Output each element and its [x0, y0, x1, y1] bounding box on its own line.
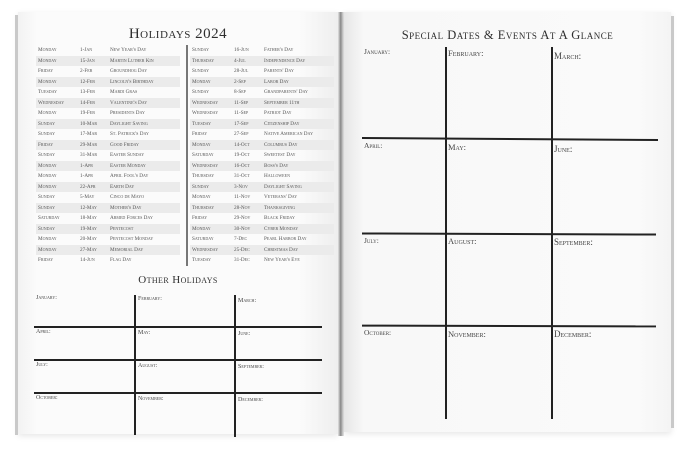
holiday-date: 20-May	[80, 236, 97, 242]
month-label-may: May:	[138, 330, 151, 336]
holiday-row	[190, 66, 334, 77]
holiday-weekday: Monday	[38, 78, 57, 85]
holiday-date: 29-Mar	[80, 141, 98, 148]
holiday-row	[36, 66, 180, 77]
month-label-august: August:	[138, 363, 158, 369]
grid-divider	[34, 359, 322, 361]
holiday-weekday: Sunday	[192, 89, 209, 95]
holiday-date: 15-Jan	[80, 57, 95, 64]
holiday-row	[190, 140, 334, 151]
holiday-date: 31-Mar	[80, 152, 98, 158]
holiday-date: 25-Dec	[234, 246, 250, 253]
holiday-weekday: Monday	[38, 246, 57, 253]
holiday-weekday: Wednesday	[38, 99, 65, 106]
holiday-row	[36, 56, 180, 67]
grid-divider	[362, 325, 656, 328]
holiday-row	[36, 119, 180, 130]
month-label-october: October:	[364, 328, 392, 337]
holiday-row	[190, 213, 334, 224]
holiday-weekday: Sunday	[38, 152, 55, 158]
holiday-date: 5-May	[80, 194, 95, 200]
month-label-april: April:	[364, 141, 383, 150]
holiday-name: Pentecost	[110, 225, 134, 232]
holiday-date: 28-Nov	[234, 204, 251, 211]
holiday-name: New Year's Eve	[264, 257, 300, 263]
holiday-date: 11-Sep	[234, 99, 249, 106]
other-holidays-title: Other Holidays	[138, 274, 218, 286]
holiday-date: 19-Feb	[80, 110, 95, 116]
holiday-row	[36, 234, 180, 245]
grid-divider	[234, 295, 236, 437]
month-label-november: November:	[448, 329, 486, 339]
holiday-weekday: Monday	[38, 110, 57, 116]
month-label-august: August:	[448, 236, 477, 246]
holiday-name: Sweetest Day	[264, 152, 296, 158]
holiday-date: 14-Feb	[80, 99, 95, 106]
holiday-row	[36, 87, 180, 98]
holiday-date: 17-Mar	[80, 131, 98, 137]
holiday-name: Armed Forces Day	[110, 215, 153, 221]
holiday-name: Good Friday	[110, 141, 139, 148]
holiday-row	[36, 192, 180, 203]
holiday-weekday: Thursday	[192, 204, 215, 211]
holiday-date: 1-Apr	[80, 173, 93, 179]
holiday-name: Mardi Gras	[110, 89, 138, 95]
holiday-name: Citizenship Day	[264, 120, 300, 127]
holiday-row	[190, 108, 334, 119]
holiday-date: 12-Feb	[80, 78, 95, 85]
month-label-october: October:	[36, 395, 58, 401]
holiday-date: 7-Dec	[234, 236, 248, 242]
holiday-weekday: Tuesday	[192, 257, 212, 263]
holiday-weekday: Monday	[192, 194, 211, 200]
holiday-date: 8-Sep	[234, 89, 246, 95]
month-label-january: January:	[364, 47, 391, 56]
holiday-row	[36, 140, 180, 151]
holiday-date: 30-Nov	[234, 225, 251, 232]
holiday-name: Daylight Saving	[110, 120, 148, 127]
holiday-name: Groundhog Day	[110, 68, 148, 74]
holiday-weekday: Sunday	[38, 225, 55, 232]
holiday-name: Memorial Day	[110, 246, 144, 253]
holiday-weekday: Tuesday	[38, 89, 58, 95]
holiday-row	[190, 161, 334, 172]
holiday-row	[36, 161, 180, 172]
holiday-weekday: Monday	[38, 236, 57, 242]
month-label-september: September:	[238, 364, 264, 370]
holidays-list-col2	[186, 45, 334, 266]
holiday-row	[36, 171, 180, 182]
holiday-row	[190, 182, 334, 193]
holiday-date: 19-Oct	[234, 152, 250, 158]
holiday-date: 4-Jul	[234, 57, 246, 64]
holiday-row	[190, 98, 334, 109]
holiday-weekday: Monday	[192, 225, 211, 232]
grid-divider	[134, 295, 136, 435]
holiday-row	[190, 224, 334, 235]
holiday-row	[36, 224, 180, 235]
holiday-name: Pearl Harbor Day	[264, 236, 307, 242]
holiday-weekday: Friday	[38, 257, 54, 263]
holiday-weekday: Wednesday	[192, 246, 219, 253]
holiday-name: Easter Sunday	[110, 152, 145, 158]
month-label-january: January:	[36, 295, 57, 301]
holiday-name: Easter Monday	[110, 162, 146, 169]
holiday-weekday: Monday	[192, 141, 211, 148]
holiday-date: 1-Jan	[80, 47, 93, 53]
holiday-weekday: Wednesday	[192, 110, 219, 116]
holiday-name: Thanksgiving	[264, 204, 296, 211]
month-label-december: December:	[238, 397, 263, 403]
holiday-row	[36, 129, 180, 140]
month-label-september: September:	[554, 237, 593, 247]
holiday-weekday: Monday	[192, 78, 211, 85]
holiday-row	[190, 119, 334, 130]
holiday-weekday: Friday	[192, 131, 208, 137]
holiday-weekday: Thursday	[192, 173, 215, 179]
holiday-name: Lincoln's Birthday	[110, 78, 154, 85]
holiday-weekday: Monday	[38, 57, 57, 64]
holiday-name: Valentine's Day	[110, 99, 148, 106]
grid-divider	[34, 392, 322, 394]
holiday-name: Christmas Day	[264, 246, 299, 253]
holiday-row	[190, 87, 334, 98]
holiday-date: 2-Feb	[80, 68, 93, 74]
holiday-date: 27-May	[80, 246, 97, 253]
holiday-row	[190, 245, 334, 256]
month-label-july: July:	[36, 362, 48, 368]
holiday-name: Pentecost Monday	[110, 236, 154, 242]
holiday-name: Earth Day	[110, 183, 135, 190]
holiday-name: Flag Day	[110, 257, 132, 263]
holiday-weekday: Wednesday	[192, 162, 219, 169]
holiday-row	[190, 56, 334, 67]
holiday-name: Martin Luther Kin	[110, 57, 154, 64]
month-label-december: December:	[554, 329, 592, 339]
holiday-name: Independence Day	[264, 57, 306, 64]
holiday-date: 16-Jun	[234, 47, 249, 53]
left-page	[18, 12, 338, 434]
holiday-name: Daylight Saving	[264, 183, 302, 190]
holiday-date: 13-Feb	[80, 89, 95, 95]
holiday-date: 12-May	[80, 204, 97, 211]
holiday-date: 14-Oct	[234, 141, 250, 148]
holiday-date: 11-Nov	[234, 194, 251, 200]
holiday-weekday: Sunday	[38, 131, 55, 137]
holiday-row	[36, 45, 180, 56]
holiday-name: September 11th	[264, 99, 300, 106]
holiday-row	[36, 150, 180, 161]
holiday-row	[190, 77, 334, 88]
holiday-date: 17-Sep	[234, 120, 249, 127]
holiday-weekday: Sunday	[38, 204, 55, 211]
holiday-name: Grandparents' Day	[264, 89, 308, 95]
holiday-date: 2-Sep	[234, 78, 246, 85]
holiday-weekday: Monday	[38, 183, 57, 190]
month-label-july: July:	[364, 236, 379, 245]
holiday-weekday: Saturday	[38, 215, 60, 221]
holiday-row	[36, 245, 180, 256]
holiday-weekday: Monday	[38, 47, 57, 53]
holiday-date: 1-Apr	[80, 162, 93, 169]
holiday-weekday: Friday	[192, 215, 208, 221]
holiday-weekday: Tuesday	[192, 120, 212, 127]
holiday-name: Native American Day	[264, 131, 313, 137]
holiday-date: 28-Jul	[234, 68, 249, 74]
holiday-row	[190, 129, 334, 140]
holiday-date: 10-Mar	[80, 120, 98, 127]
holiday-date: 22-Apr	[80, 183, 96, 190]
holiday-weekday: Wednesday	[192, 99, 219, 106]
right-page	[344, 12, 671, 432]
holiday-weekday: Saturday	[192, 236, 214, 242]
holiday-name: Mother's Day	[110, 204, 142, 211]
month-label-february: February:	[138, 296, 162, 302]
holiday-weekday: Sunday	[38, 120, 55, 127]
holiday-row	[36, 98, 180, 109]
holiday-row	[190, 45, 334, 56]
month-label-february: February:	[448, 48, 484, 58]
holiday-date: 3-Nov	[234, 183, 248, 190]
holiday-row	[190, 171, 334, 182]
holiday-name: April Fool's Day	[110, 173, 149, 179]
holiday-date: 29-Nov	[234, 215, 251, 221]
holiday-weekday: Sunday	[192, 68, 209, 74]
holiday-name: Columbus Day	[264, 141, 298, 148]
holiday-name: Boss's Day	[264, 162, 289, 169]
holiday-name: St. Patrick's Day	[110, 131, 149, 137]
holidays-title: Holidays 2024	[128, 26, 228, 42]
holiday-name: Labor Day	[264, 78, 289, 85]
holiday-date: 31-Oct	[234, 173, 250, 179]
holiday-name: Father's Day	[264, 47, 294, 53]
holiday-weekday: Thursday	[192, 57, 215, 64]
holiday-row	[190, 255, 334, 266]
holiday-name: Parents' Day	[264, 68, 294, 74]
holiday-weekday: Friday	[38, 68, 54, 74]
grid-divider	[362, 137, 658, 141]
holiday-date: 16-Oct	[234, 162, 250, 169]
holiday-weekday: Friday	[38, 141, 54, 148]
holiday-date: 31-Dec	[234, 257, 250, 263]
holiday-weekday: Monday	[38, 162, 57, 169]
holiday-row	[190, 234, 334, 245]
month-label-june: June:	[238, 331, 251, 337]
holiday-row	[190, 203, 334, 214]
holiday-name: Black Friday	[264, 215, 295, 221]
holiday-row	[190, 150, 334, 161]
month-label-march: March:	[554, 51, 582, 61]
holiday-name: Patriot Day	[264, 110, 292, 116]
holiday-name: Presidents Day	[110, 110, 145, 116]
holiday-row	[36, 182, 180, 193]
holiday-weekday: Monday	[38, 173, 57, 179]
holiday-weekday: Sunday	[192, 47, 209, 53]
holiday-name: Cinco de Mayo	[110, 194, 145, 200]
holiday-date: 19-May	[80, 225, 97, 232]
holiday-row	[190, 192, 334, 203]
month-label-may: May:	[448, 142, 467, 152]
month-label-april: April:	[36, 329, 51, 335]
month-label-november: November:	[138, 396, 164, 402]
holiday-date: 14-Jun	[80, 257, 95, 263]
month-label-june: June:	[554, 144, 573, 154]
holidays-list-col1	[36, 45, 180, 266]
special-dates-title: Special Dates & Events At A Glance	[401, 28, 614, 42]
grid-divider	[34, 326, 322, 328]
holiday-date: 18-May	[80, 215, 97, 221]
holiday-name: New Year's Day	[110, 47, 147, 53]
grid-divider	[362, 232, 656, 235]
holiday-row	[36, 213, 180, 224]
holiday-weekday: Sunday	[38, 194, 55, 200]
holiday-row	[36, 203, 180, 214]
holiday-row	[36, 255, 180, 266]
holiday-name: Halloween	[264, 173, 290, 179]
holiday-name: Veterans' Day	[264, 194, 298, 200]
holiday-row	[36, 77, 180, 88]
holiday-date: 11-Sep	[234, 110, 249, 116]
month-label-march: March:	[238, 298, 257, 304]
holiday-row	[36, 108, 180, 119]
holiday-weekday: Sunday	[192, 183, 209, 190]
holiday-date: 27-Sep	[234, 131, 249, 137]
holiday-weekday: Saturday	[192, 152, 214, 158]
holiday-name: Cyber Monday	[264, 225, 299, 232]
